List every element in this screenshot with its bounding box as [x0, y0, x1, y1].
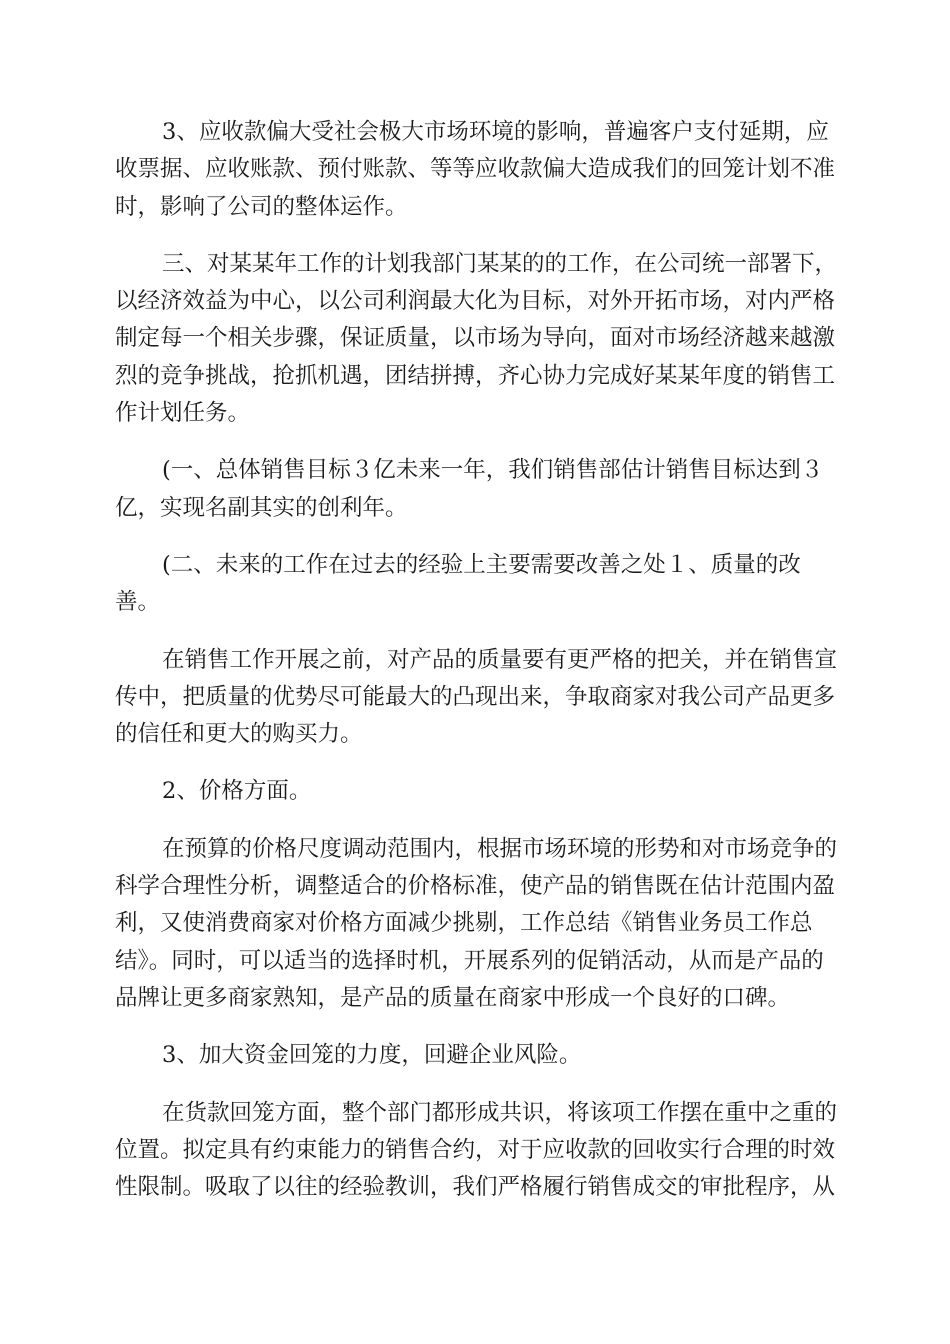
paragraph — [115, 831, 838, 1017]
paragraph — [115, 452, 835, 527]
text-line: 位置。拟定具有约束能力的销售合约，对于应收款的回收实行合理的时效 — [115, 1136, 836, 1163]
text-line: 收票据、应收账款、预付账款、等等应收款偏大造成我们的回笼计划不准 — [115, 156, 836, 183]
text-line: 在销售工作开展之前，对产品的质量要有更严格的把关，并在销售宣 — [162, 646, 838, 673]
text-line: 亿，实现名副其实的创利年。 — [115, 494, 408, 521]
text-line: 传中，把质量的优势尽可能最大的凸现出来，争取商家对我公司产品更多 — [115, 683, 836, 710]
text-line: 2、价格方面。 — [162, 778, 312, 805]
text-line: 在货款回笼方面，整个部门都形成共识，将该项工作摆在重中之重的 — [162, 1099, 838, 1126]
text-line: 在预算的价格尺度调动范围内，根据市场环境的形势和对市场竞争的 — [162, 835, 838, 862]
paragraph — [115, 1095, 838, 1207]
paragraph — [115, 1037, 835, 1074]
text-line: 烈的竞争挑战，抢抓机遇，团结拼搏，齐心协力完成好某某年度的销售工 — [115, 362, 836, 389]
paragraph — [115, 773, 835, 810]
text-line: 以经济效益为中心，以公司利润最大化为目标，对外开拓市场，对内严格 — [115, 288, 836, 315]
paragraph — [115, 642, 838, 754]
text-line: 的信任和更大的购买力。 — [115, 721, 363, 748]
text-line: (一、总体销售目标３亿未来一年，我们销售部估计销售目标达到３ — [162, 457, 824, 484]
text-line: (二、未来的工作在过去的经验上主要需要改善之处１、质量的改 — [162, 551, 801, 578]
text-line: 结》。同时，可以适当的选择时机，开展系列的促销活动，从而是产品的 — [115, 947, 824, 974]
text-line: 品牌让更多商家熟知，是产品的质量在商家中形成一个良好的口碑。 — [115, 984, 791, 1011]
text-line: 科学合理性分析，调整适合的价格标准，使产品的销售既在估计范围内盈 — [115, 873, 836, 900]
text-line: 善。 — [115, 589, 161, 616]
paragraph — [115, 246, 838, 432]
document-body — [115, 114, 838, 1206]
text-line: 3、加大资金回笼的力度，回避企业风险。 — [162, 1042, 582, 1069]
text-line: 利，又使消费商家对价格方面减少挑剔，工作总结《销售业务员工作总 — [115, 910, 813, 937]
text-line: 三、对某某年工作的计划我部门某某的的工作，在公司统一部署下， — [162, 250, 838, 277]
paragraph — [115, 114, 835, 226]
text-line: 3、应收款偏大受社会极大市场环境的影响，普遍客户支付延期，应 — [162, 119, 829, 145]
text-line: 作计划任务。 — [115, 400, 251, 427]
text-line: 时，影响了公司的整体运作。 — [115, 193, 408, 220]
paragraph — [115, 547, 835, 622]
text-line: 性限制。吸取了以往的经验教训，我们严格履行销售成交的审批程序，从 — [115, 1174, 836, 1201]
text-line: 制定每一个相关步骤，保证质量，以市场为导向，面对市场经济越来越激 — [115, 325, 836, 352]
